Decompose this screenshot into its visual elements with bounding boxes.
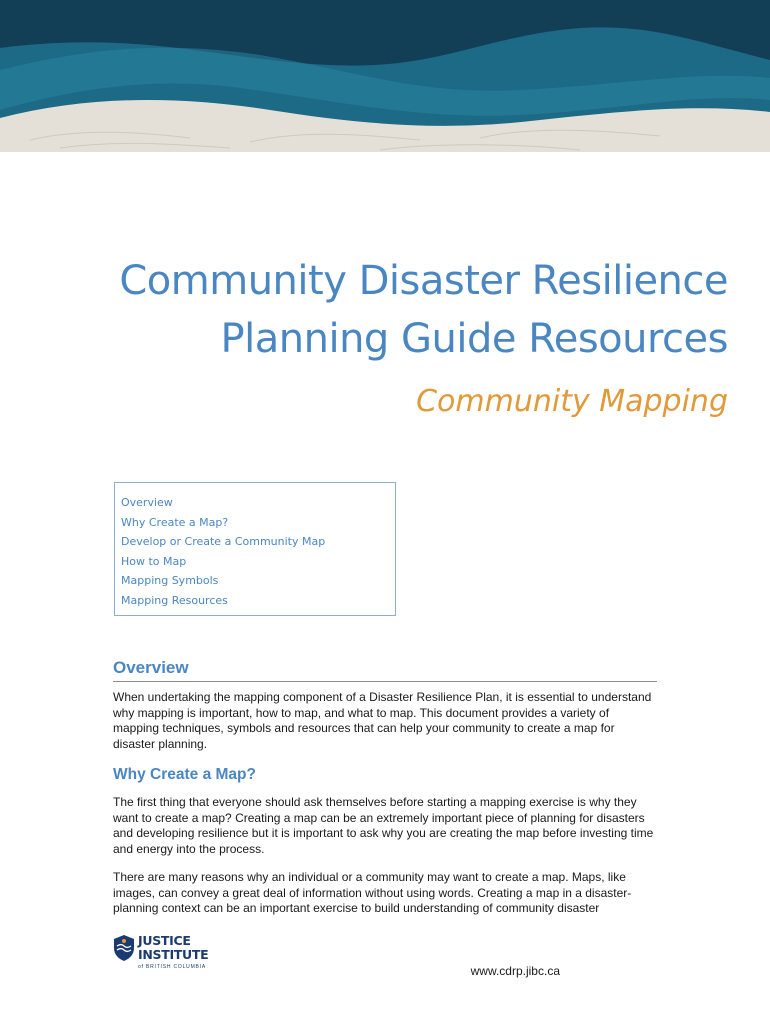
justice-institute-logo [113,932,223,972]
overview-paragraph: When undertaking the mapping component of a Disaster Resilience Plan, it is essential to understand why mapping is important, how to map, and what to map. This document provides a variety of mapping techniques, symbols and resources that can help your community to create a map for disaster planning. [113,690,652,751]
why-create-map-heading: Why Create a Map? [113,766,256,783]
overview-heading: Overview [113,658,657,682]
crest-icon [113,934,135,962]
why-paragraph-1: The first thing that everyone should ask themselves before starting a mapping exercise is why they want to create a map? Creating a map can be an extremely important piece of planning for disasters and developing resilience but it is important to ask why you are creating the map before investing time and energy into the process. [113,795,654,856]
toc-link-why-create-a-map[interactable]: Why Create a Map? [121,515,229,529]
logo-subtitle: of BRITISH COLUMBIA [138,964,206,970]
logo-line-1: JUSTICE [138,933,191,948]
why-paragraph-2: There are many reasons why an individual or a community may want to create a map. Maps, like images, can convey a great deal of information without using words. Creating a map in a disaster-planning context can be an important exercise to build understanding of community disaster [113,870,632,915]
title-block [119,252,728,422]
toc-link-mapping-symbols[interactable]: Mapping Symbols [121,574,219,587]
toc-link-overview[interactable]: Overview [121,496,173,509]
logo-line-2: INSTITUTE [138,947,209,962]
toc-link-develop-community-map[interactable]: Develop or Create a Community Map [121,535,326,548]
logo-wordmark [138,934,208,962]
subtitle: Community Mapping [416,384,728,419]
title-line-2: Planning Guide Resources [220,316,728,362]
table-of-contents [114,482,396,616]
toc-link-how-to-map[interactable]: How to Map [121,554,187,568]
title-line-1: Community Disaster Resilience [119,258,728,304]
header-banner [0,0,770,152]
footer-url: www.cdrp.jibc.ca [470,964,560,978]
toc-link-mapping-resources[interactable]: Mapping Resources [121,593,228,607]
